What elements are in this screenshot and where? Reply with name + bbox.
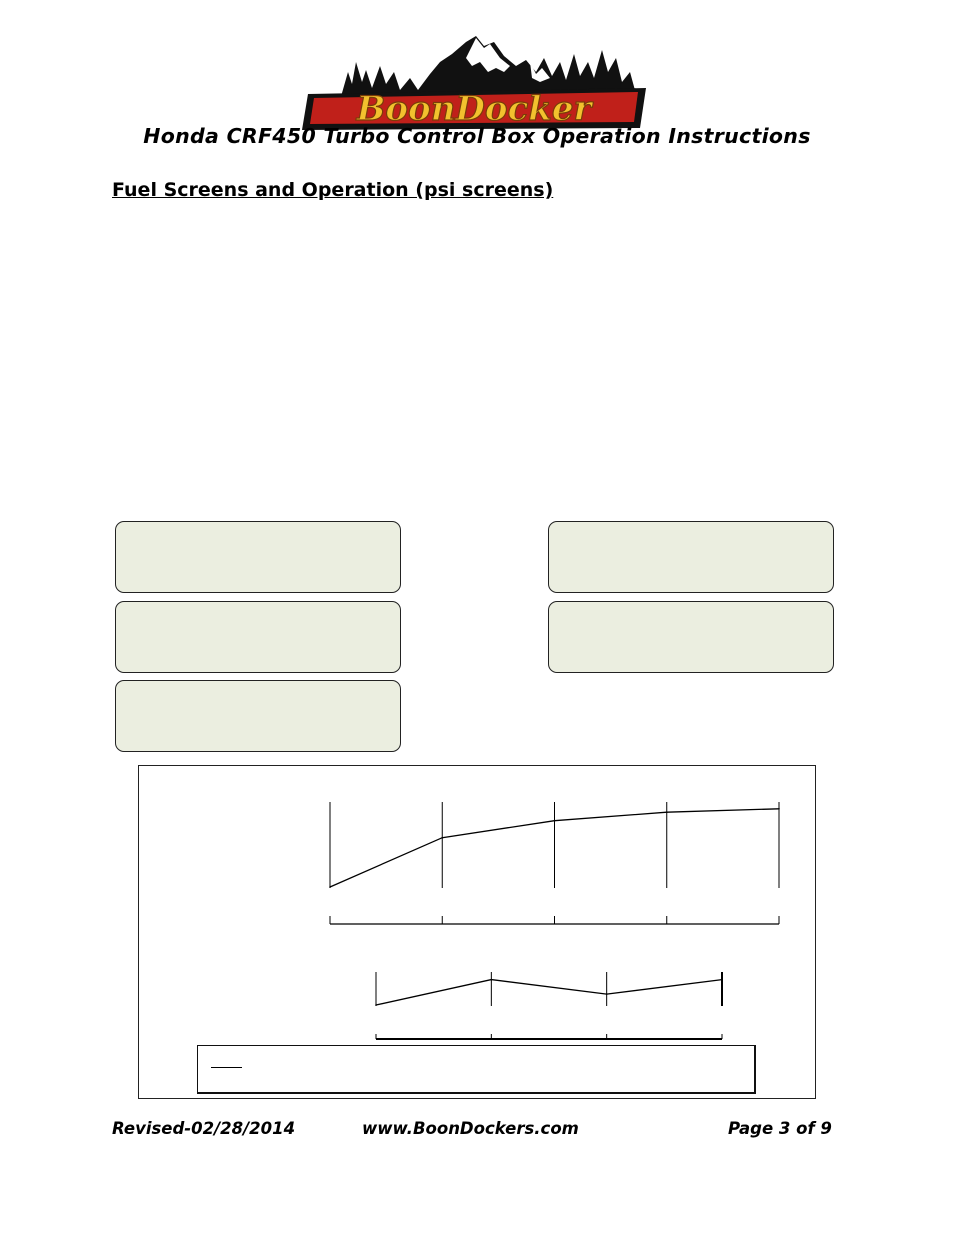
fuel-curve-chart-top	[329, 802, 780, 924]
footer-page-number: Page 3 of 9	[728, 1119, 832, 1138]
data-point	[666, 811, 668, 813]
footer-website: www.BoonDockers.com	[362, 1119, 579, 1138]
data-point	[441, 837, 443, 839]
data-point	[606, 993, 608, 995]
graph-legend-box	[197, 1045, 756, 1094]
data-point	[721, 979, 723, 981]
series-line	[376, 980, 722, 1005]
data-point	[491, 979, 493, 981]
data-point	[329, 886, 331, 888]
data-point	[778, 808, 780, 810]
footer-revised-date: Revised-02/28/2014	[112, 1119, 296, 1138]
data-point	[554, 820, 556, 822]
document-title: Honda CRF450 Turbo Control Box Operation Instructions	[143, 124, 811, 148]
fuel-curve-chart-bottom	[375, 972, 723, 1039]
legend-line-swatch	[211, 1067, 242, 1068]
svg-text:BoonDocker: BoonDocker	[356, 89, 592, 129]
data-point	[375, 1004, 377, 1006]
section-heading: Fuel Screens and Operation (psi screens)	[112, 179, 554, 201]
